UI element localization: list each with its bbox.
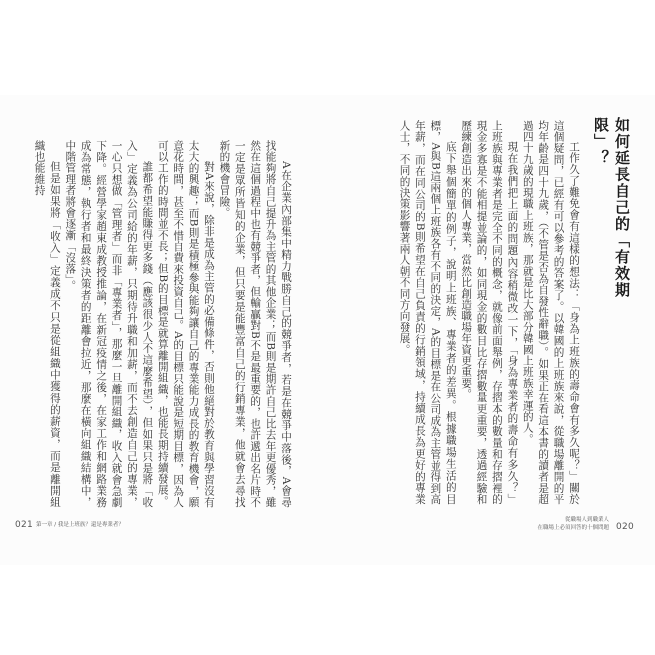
right-page <box>328 95 655 565</box>
paragraph: 對A來說，除非是成為主管的必備條件，否則他絕對於教育與學習沒有太大的興趣；而B則是積極參與能夠讓自己的專業能力成長的教育機會，願意花時間，甚至不惜自費來投資自己。A的目標只能說是短期目標，因為人可以工作的時間並不長；但B的目標是就算離開組織，也能長期持續發展。 <box>156 140 215 508</box>
running-footer: 第一章 / 我是上班族？還是專業者？ <box>36 522 124 528</box>
paragraph: 現在我們把上面的問題內容稍微改一下，「身為專業者的壽命有多久？」上班族與專業者是完全不同的概念，就像前面舉例，存摺本的數量和存摺裡的現金多寡是不能相提並論的，如同現金的數目比存摺數量更重要，透過經驗和歷練創造出來的個人專業，當然比創造職場年資更重要。 <box>460 120 519 505</box>
paragraph: 誰都希望能賺得更多錢（應該很少人不這麼希望），但如果只是將「收入」定義為公司給的年薪，只期待升職和加薪，而不去創造自己的專業，一心只想做「管理者」而非「專業者」，那麼一旦離開組織，收入就會急劇下降。經營學家趙東成教授推論，在新冠疫情之後，在家工作和網路業務成為常態，執行者和最終決策者的距離會拉近，那麼在橫向組織結構中，中階管理者將會逐漸「沒落」。 <box>64 140 154 508</box>
right-page-body <box>376 120 581 505</box>
page-number: 021 <box>15 520 34 530</box>
paragraph: 底下舉個簡單的例子，說明上班族、專業者的差異。根據職場生活的目標，A與B這兩個上班族各有不同的決定，A的目標是在公司成為主管並得到高年薪，而在同公司的B則希望在自己負責的行銷領域，持續成長為更好的專業人士，不同的決策影響著兩人朝不同方向發展。 <box>398 120 457 505</box>
running-footer-line: 在職場上必須回答的十個問題 <box>537 524 609 531</box>
running-footer <box>514 517 609 532</box>
section-title: 如何延長自己的「有效期限」？ <box>592 117 631 299</box>
page-number: 020 <box>616 522 635 532</box>
left-page-body <box>28 140 293 508</box>
left-page <box>0 95 327 565</box>
running-footer-line: 從職場人到職業人 <box>564 517 609 523</box>
paragraph: 但是如果將「收入」定義成不只是從組織中獲得的薪資，而是離開組織也能維持 <box>33 140 61 508</box>
book-spread <box>0 95 655 565</box>
paragraph: A在企業內部集中精力戰勝自己的競爭者，若是在競爭中落後，A會尋找能夠將自己提升為主管的其他企業；而B則是期許自己比去年更優秀，雖然在這個過程中也有競爭者，但輸贏對B不是最重要的，也許遞出名片時不一定是眾所皆知的企業，但只要是能豐富自己的行銷專業，他就會去尋找新的機會冒險。 <box>218 140 292 508</box>
paragraph: 工作久了難免會有這樣的想法：「身為上班族的壽命會有多久呢？」關於這個疑問，已經有可以參考的答案了。以韓國的上班族來說，從職場離開的平均年齡是四十九歲，（不管是否為自發性辭職）。如果正在看這本書的讀者是超過四十九歲的現職上班族，那就是比大部分韓國上班族幸運的人。 <box>521 120 580 505</box>
